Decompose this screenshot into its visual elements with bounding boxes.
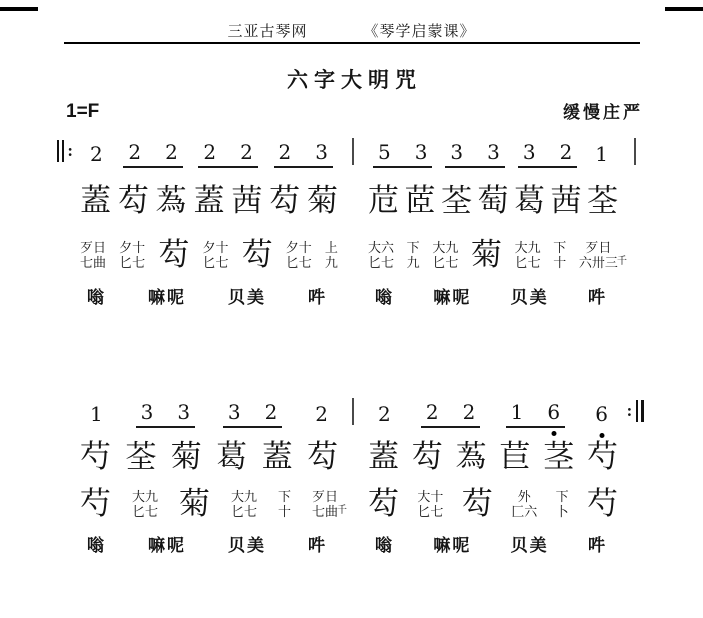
tablature-glyph: 茝 [404,183,436,218]
tablature-glyph: 芶 [117,183,149,218]
tablature-glyph: 蓋 [261,439,293,474]
repeat-colon: : [67,141,73,160]
note-number: 3 [450,140,464,164]
tablature-composite-glyph [578,234,627,276]
glyph-component: 歹日 [80,240,107,255]
note-number: 2 [425,400,439,424]
tablature-measure [363,477,623,531]
tablature-glyph: 葛 [216,439,248,474]
barline-cell [623,285,647,319]
lyric-word: 嗡 [87,288,106,307]
tablature-glyph: 茎 [543,439,575,474]
note-number: 3 [487,140,500,164]
song-title: 六字大明咒 [287,68,422,92]
note-number: 2 [240,140,253,164]
note-number: 2 [128,140,142,164]
lyric-word: 嘛呢 [433,536,472,555]
eighth-note-pair [506,400,565,428]
glyph-component: 匕七 [202,255,229,270]
tablature-glyph: 菊 [306,183,338,218]
lyric-word: 贝美 [510,288,549,307]
tablature-glyph: 菊 [178,486,210,521]
barline-cell [55,533,75,567]
tablature-composite-glyph [286,234,312,276]
tablature-composite-glyph [556,483,569,525]
note-number: 1 [90,402,103,426]
key-signature: 1=F [66,101,100,122]
note-group [373,402,396,428]
tablature-composite-glyph [368,234,394,276]
measure-numbers [75,394,343,428]
begin-repeat-barline [55,134,75,168]
barline-cell [623,533,647,567]
note-group [310,402,333,428]
barline-cell [55,285,75,319]
eighth-note-pair [136,400,195,428]
glyph-component: 夕十 [285,240,312,255]
barline-cell [55,479,75,513]
barline [343,394,363,428]
tablature-glyph: 苊 [368,183,399,218]
glyph-component: 匕七 [119,255,146,270]
low-octave-dot [551,431,556,436]
note-number: 2 [264,400,278,424]
glyph-component: 大九 [514,240,541,255]
barline [623,134,647,168]
eighth-note-pair [274,140,333,168]
barline-cell [343,177,363,211]
tempo-marking: 缓慢庄严 [563,103,643,122]
measure-numbers [363,134,623,168]
lyrics-line [55,531,647,557]
glyph-component: 匕七 [368,255,395,270]
glyph-side-component: 千 [336,505,347,516]
barline [343,134,363,168]
low-octave-dot [599,433,604,438]
barline-cell [55,229,75,263]
glyph-component: 九 [324,255,338,270]
glyph-component: 夕十 [202,240,229,255]
barline-cell [343,285,363,319]
note-number: 3 [414,140,428,164]
lyric-word: 嘛呢 [148,288,186,307]
tablature-measure [75,227,343,283]
note-number: 2 [90,142,103,166]
lyrics-measure [363,531,623,567]
eighth-note-pair [198,140,257,168]
eighth-note-pair [123,140,182,168]
tablature-glyph: 芶 [269,183,301,218]
lyric-word: 吽 [308,288,327,307]
tablature-glyph: 芍 [587,486,618,521]
tablature-measure [363,175,623,227]
lyric-word: 贝美 [510,536,549,555]
note-number: 3 [315,140,328,164]
glyph-component: 匕七 [417,504,444,519]
glyph-component: 外 [517,489,531,504]
barline-cell [343,437,363,471]
glyph-component: 下 [555,489,569,504]
lyric-word: 吽 [587,536,607,555]
tablature-line-2 [55,477,647,531]
barline-cell [623,177,647,211]
page-header [0,20,703,41]
note-group [590,142,613,168]
glyph-component: 大九 [230,489,257,504]
eighth-note-pair [373,140,432,168]
note-number: 2 [165,140,178,164]
lyric-word: 吽 [308,536,327,555]
tablature-measure [75,175,343,227]
tablature-composite-glyph [231,483,257,525]
note-number: 2 [559,140,573,164]
note-number: 2 [278,140,292,164]
tablature-glyph: 芍 [80,439,111,474]
glyph-component: 六卅三 [578,255,618,270]
tablature-composite-glyph [202,234,228,276]
lyric-word: 贝美 [228,536,266,555]
glyph-component: 匕七 [514,255,541,270]
tablature-glyph: 荃 [125,439,157,474]
number-line [55,392,647,435]
tablature-glyph: 茜 [550,183,582,218]
tablature-measure [363,227,627,283]
tablature-glyph: 萄 [477,183,509,218]
lyric-word: 嗡 [375,288,394,307]
note-number: 3 [227,400,241,424]
tablature-glyph: 菊 [170,439,202,474]
barline-cell [343,533,363,567]
glyph-component: 七曲 [80,255,107,270]
lyric-word: 嘛呢 [433,288,472,307]
tablature-line-1 [55,435,647,477]
glyph-component: 大六 [368,240,395,255]
lyric-word: 嗡 [375,536,394,555]
tablature-composite-glyph [553,234,566,276]
glyph-component: 九 [406,255,420,270]
glyph-component: 下 [277,489,291,504]
note-group [85,402,108,428]
tablature-glyph: 芶 [241,237,273,272]
glyph-component: 歹日 [311,489,338,504]
lyric-word: 嘛呢 [148,536,186,555]
measure-numbers [75,134,343,168]
tablature-glyph: 芶 [158,237,190,272]
header-rule [64,42,640,44]
music-system-2 [55,392,647,557]
glyph-component: 匕七 [230,504,257,519]
tablature-composite-glyph [132,483,158,525]
tablature-glyph: 荃 [587,183,618,218]
tablature-glyph: 芶 [411,439,443,474]
tablature-glyph: 芶 [306,439,338,474]
page-border-top-left [0,7,38,11]
tablature-composite-glyph [80,234,106,276]
glyph-component: 下 [406,240,420,255]
music-system-1 [55,132,647,309]
score-meta [66,98,643,123]
tablature-glyph: 蓋 [193,183,225,218]
glyph-component: 上 [324,240,338,255]
eighth-note-pair [421,400,480,428]
glyph-component: 匕七 [432,255,459,270]
tablature-glyph: 蒍 [455,439,487,474]
number-line [55,132,647,175]
tablature-composite-glyph [511,483,537,525]
tablature-composite-glyph [311,483,347,525]
tablature-glyph: 蓋 [368,439,399,474]
glyph-component: 卜 [555,504,569,519]
tablature-glyph: 菊 [470,237,502,272]
glyph-component: 下 [553,240,567,255]
tablature-glyph: 葛 [514,183,545,218]
glyph-component: 大十 [417,489,444,504]
end-repeat-barline [623,394,647,428]
tablature-glyph: 芍 [586,439,618,474]
tablature-glyph: 蓋 [80,183,111,218]
tablature-glyph: 芍 [80,486,111,521]
note-group [590,402,613,428]
eighth-note-pair [223,400,282,428]
glyph-component: 大九 [131,489,158,504]
glyph-side-component: 千 [616,256,627,267]
tablature-glyph: 茜 [231,183,263,218]
tablature-composite-glyph [407,234,420,276]
page-border-top-right [665,7,703,11]
note-number: 5 [378,140,391,164]
repeat-colon: : [626,401,633,420]
measure-numbers [363,394,623,428]
note-number: 2 [462,400,476,424]
glyph-component: 匕七 [131,504,158,519]
tablature-composite-glyph [515,234,541,276]
barline-cell [55,394,75,428]
barline-stroke [352,138,354,165]
barline-cell [55,437,75,471]
barline-stroke [62,140,64,162]
barline-cell [55,177,75,211]
tablature-glyph: 芶 [461,486,493,521]
tablature-glyph: 荃 [441,183,472,218]
barline-stroke [634,138,636,165]
glyph-component: 十 [277,504,291,519]
note-number: 6 [595,402,608,426]
note-number: 2 [315,402,328,426]
tablature-glyph: 苣 [499,439,531,474]
note-number: 3 [522,140,536,164]
lyrics-measure [75,531,343,567]
lyric-word: 嗡 [87,536,106,555]
tablature-glyph: 蒍 [155,183,187,218]
tablature-line-1 [55,175,647,227]
note-number: 3 [177,400,191,424]
site-name: 三亚古琴网 [227,24,308,40]
tablature-measure [75,435,343,479]
tablature-line-2 [55,227,647,283]
lyric-word: 贝美 [228,288,266,307]
lyrics-measure [75,283,343,319]
glyph-component: 匚六 [511,504,538,519]
barline-cell [343,229,363,263]
note-number: 2 [378,402,391,426]
glyph-component: 七曲 [311,504,338,519]
barline-cell [623,437,647,471]
barline-stroke [636,400,639,422]
course-name: 《琴学启蒙课》 [363,24,476,40]
barline-stroke [641,400,644,422]
tablature-composite-glyph [325,234,338,276]
glyph-component: 夕十 [119,240,146,255]
glyph-component: 十 [553,255,567,270]
lyric-word: 吽 [587,288,607,307]
note-number: 6 [547,400,560,424]
glyph-component: 歹日 [585,240,612,255]
eighth-note-pair [518,140,577,168]
lyrics-line [55,283,647,309]
note-number: 1 [510,400,524,424]
glyph-component: 匕七 [285,255,312,270]
tablature-composite-glyph [278,483,291,525]
eighth-note-pair [445,140,504,168]
tablature-glyph: 芶 [368,486,399,521]
note-number: 3 [140,400,154,424]
tablature-measure [75,477,347,531]
note-group [85,142,108,168]
tablature-composite-glyph [432,234,458,276]
tablature-composite-glyph [417,483,443,525]
note-number: 1 [595,142,608,166]
tablature-measure [363,435,623,479]
note-number: 2 [203,140,217,164]
barline-stroke [57,140,59,162]
barline-cell [623,479,647,513]
glyph-component: 大九 [432,240,459,255]
lyrics-measure [363,283,623,319]
tablature-composite-glyph [119,234,145,276]
barline-stroke [352,398,354,425]
